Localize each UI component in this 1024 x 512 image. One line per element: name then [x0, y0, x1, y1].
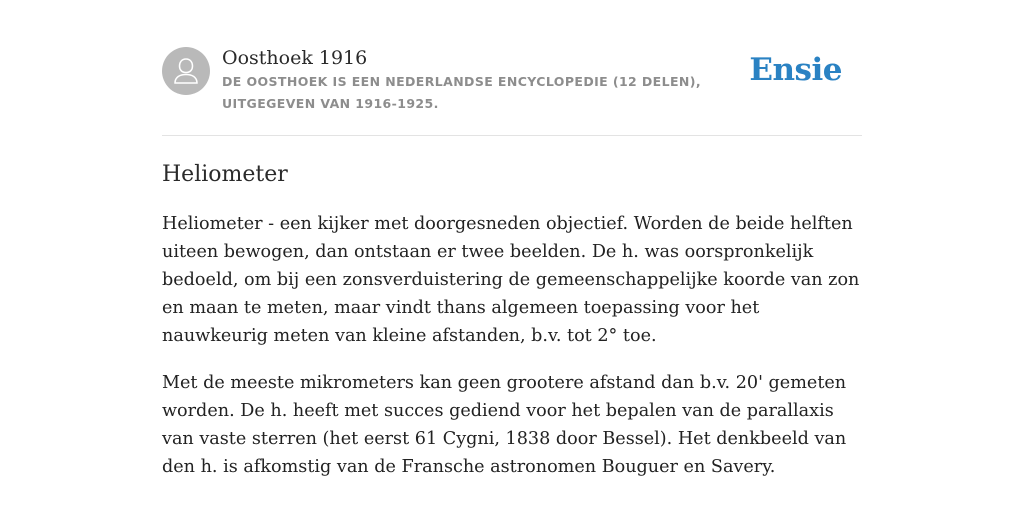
- ensie-logo[interactable]: Ensie: [749, 52, 842, 88]
- article-paragraph: Met de meeste mikrometers kan geen grootere afstand dan b.v. 20' gemeten worden. De h. heeft met succes gediend voor het bepalen van de parallaxis van vaste sterren (het eerst 61 Cygni, 1838 door Bessel). Het denkbeeld van den h. is afkomstig van de Fransche astronomen Bouguer en Savery.: [162, 373, 847, 477]
- article-card: [162, 46, 862, 500]
- user-silhouette-icon: [172, 56, 200, 86]
- source-description: DE OOSTHOEK IS EEN NEDERLANDSE ENCYCLOPEDIE (12 DELEN), UITGEGEVEN VAN 1916-1925.: [222, 74, 702, 111]
- article-body: [162, 210, 862, 481]
- article-paragraph: Heliometer - een kijker met doorgesneden objectief. Worden de beide helften uiteen bewogen, dan ontstaan er twee beelden. De h. was oorspronkelijk bedoeld, om bij een zonsverduistering de gemeenschappelijke koorde van zon en maan te meten, maar vindt thans algemeen toepassing voor het nauwkeurig meten van kleine afstanden, b.v. tot 2° toe.: [162, 214, 860, 346]
- source-name[interactable]: Oosthoek 1916: [222, 47, 368, 69]
- source-info: [222, 46, 762, 115]
- avatar[interactable]: [162, 47, 210, 95]
- article-title: Heliometer: [162, 162, 288, 187]
- source-header: [162, 46, 862, 136]
